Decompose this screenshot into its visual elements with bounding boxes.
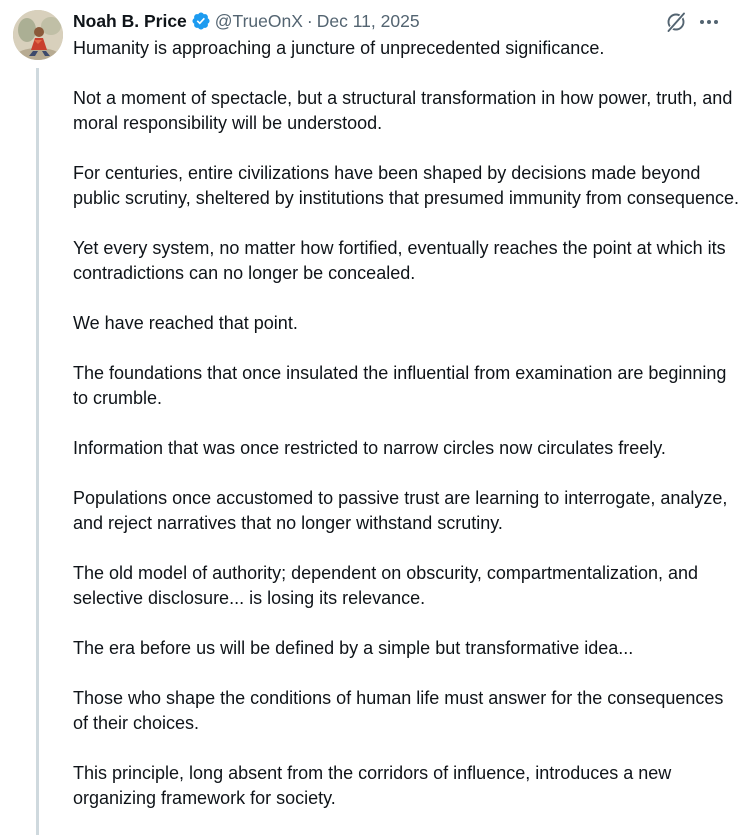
tweet-paragraph: This principle, long absent from the corridors of influence, introduces a new organizing framework for society.	[73, 763, 672, 808]
thread-line	[36, 68, 39, 835]
tweet-date[interactable]: Dec 11, 2025	[316, 11, 420, 31]
tweet-paragraph: Humanity is approaching a juncture of unprecedented significance.	[73, 38, 605, 58]
tweet-paragraph: Populations once accustomed to passive trust are learning to interrogate, analyze, and reject narratives that no longer withstand scrutiny.	[73, 488, 728, 533]
verified-badge-icon[interactable]	[191, 11, 211, 31]
author-name[interactable]: Noah B. Price	[73, 11, 187, 31]
tweet-paragraph: Those who shape the conditions of human life must answer for the consequences of their choices.	[73, 688, 724, 733]
tweet-paragraph: Information that was once restricted to narrow circles now circulates freely.	[73, 438, 666, 458]
tweet-paragraph: For centuries, entire civilizations have been shaped by decisions made beyond public scrutiny, sheltered by institutions that presumed immunity from consequence.	[73, 163, 739, 208]
tweet-paragraph: We have reached that point.	[73, 313, 298, 333]
tweet-text	[73, 36, 741, 836]
tweet-paragraph: Not a moment of spectacle, but a structural transformation in how power, truth, and moral responsibility will be understood.	[73, 88, 733, 133]
grok-icon[interactable]	[664, 10, 688, 34]
tweet-paragraph: The era before us will be defined by a simple but transformative idea...	[73, 638, 634, 658]
tweet-paragraph: Yet every system, no matter how fortified, eventually reaches the point at which its contradictions can no longer be concealed.	[73, 238, 726, 283]
avatar-image	[13, 10, 63, 60]
tweet-header	[73, 9, 420, 33]
more-dots-icon[interactable]	[697, 10, 721, 34]
author-handle[interactable]: @TrueOnX	[214, 11, 303, 31]
avatar[interactable]	[13, 10, 63, 60]
tweet-paragraph: The old model of authority; dependent on obscurity, compartmentalization, and selective disclosure... is losing its relevance.	[73, 563, 699, 608]
header-separator: ·	[306, 11, 313, 31]
tweet-paragraph: The foundations that once insulated the influential from examination are beginning to crumble.	[73, 363, 727, 408]
